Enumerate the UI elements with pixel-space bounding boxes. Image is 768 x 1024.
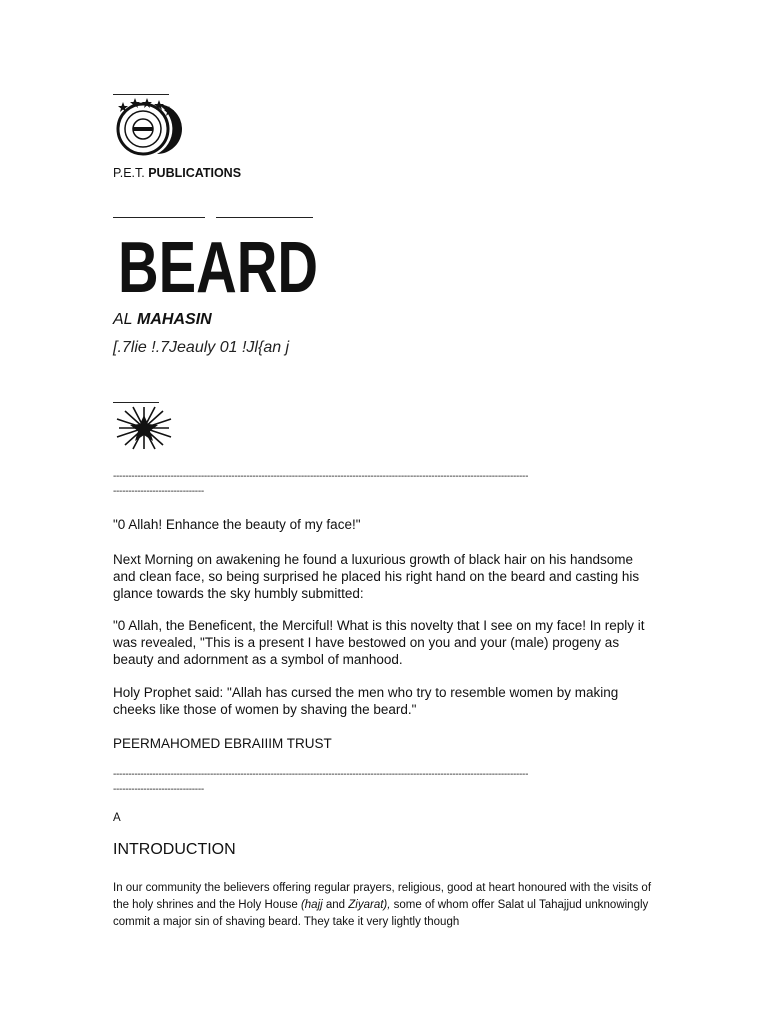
intro-text-a: In our community the believers offering regular prayers, religious, good at heart honoured with the visits of the holy shrines and the Holy House	[113, 882, 652, 911]
intro-text-and: and	[322, 899, 349, 911]
intro-text-b: some of whom offer Salat ul Tahajjud unknowingly commit a major sin of shaving beard. They take it very lightly though	[113, 899, 649, 928]
beard-title-logo	[113, 220, 323, 308]
publisher-prefix: P.E.T.	[113, 166, 145, 180]
subtitle	[113, 311, 212, 329]
publisher-line	[113, 166, 241, 180]
divider-line-1b: ------------------------------	[113, 486, 204, 497]
introduction-heading: INTRODUCTION	[113, 841, 236, 858]
garbled-subtitle: [.7lie !.7Jeauly 01 !Jl{an j	[113, 339, 290, 356]
beard-logo-text: BEARD	[118, 228, 318, 308]
seal-logo	[113, 96, 185, 162]
intro-text-ziyarat: Ziyarat),	[348, 899, 391, 911]
top-rule	[113, 94, 169, 95]
paragraph-2: "0 Allah, the Beneficent, the Merciful! What is this novelty that I see on my face! In reply it was revealed, "This is a present I have bestowed on you and your (male) progeny as beauty and adornment as a symbol of manhood.	[113, 618, 645, 667]
starburst-rule	[113, 402, 159, 403]
divider-line-2b: ------------------------------	[113, 784, 204, 795]
paragraph-1: Next Morning on awakening he found a luxurious growth of black hair on his handsome and clean face, so being surprised he placed his right hand on the beard and casting his glance towards the sky humbly submitted:	[113, 552, 640, 601]
trust-name: PEERMAHOMED EBRAIIIM TRUST	[113, 736, 332, 751]
divider-line-1a: -----------------------------------------------------------------------------------------------------------------------------------------	[113, 471, 529, 482]
starburst-icon	[115, 405, 173, 451]
intro-text-hajj: (hajj	[300, 899, 323, 911]
quote-1: "0 Allah! Enhance the beauty of my face!"	[113, 517, 361, 532]
subtitle-al: AL	[113, 311, 133, 328]
title-rule-left	[113, 217, 205, 218]
subtitle-main: MAHASIN	[137, 311, 212, 328]
section-letter: A	[113, 812, 121, 824]
paragraph-3: Holy Prophet said: "Allah has cursed the men who try to resemble women by making cheeks like those of women by shaving the beard."	[113, 685, 619, 717]
title-rule-right	[216, 217, 313, 218]
publisher-name: PUBLICATIONS	[148, 166, 242, 180]
divider-line-2a: -----------------------------------------------------------------------------------------------------------------------------------------	[113, 769, 529, 780]
introduction-text	[113, 880, 658, 931]
